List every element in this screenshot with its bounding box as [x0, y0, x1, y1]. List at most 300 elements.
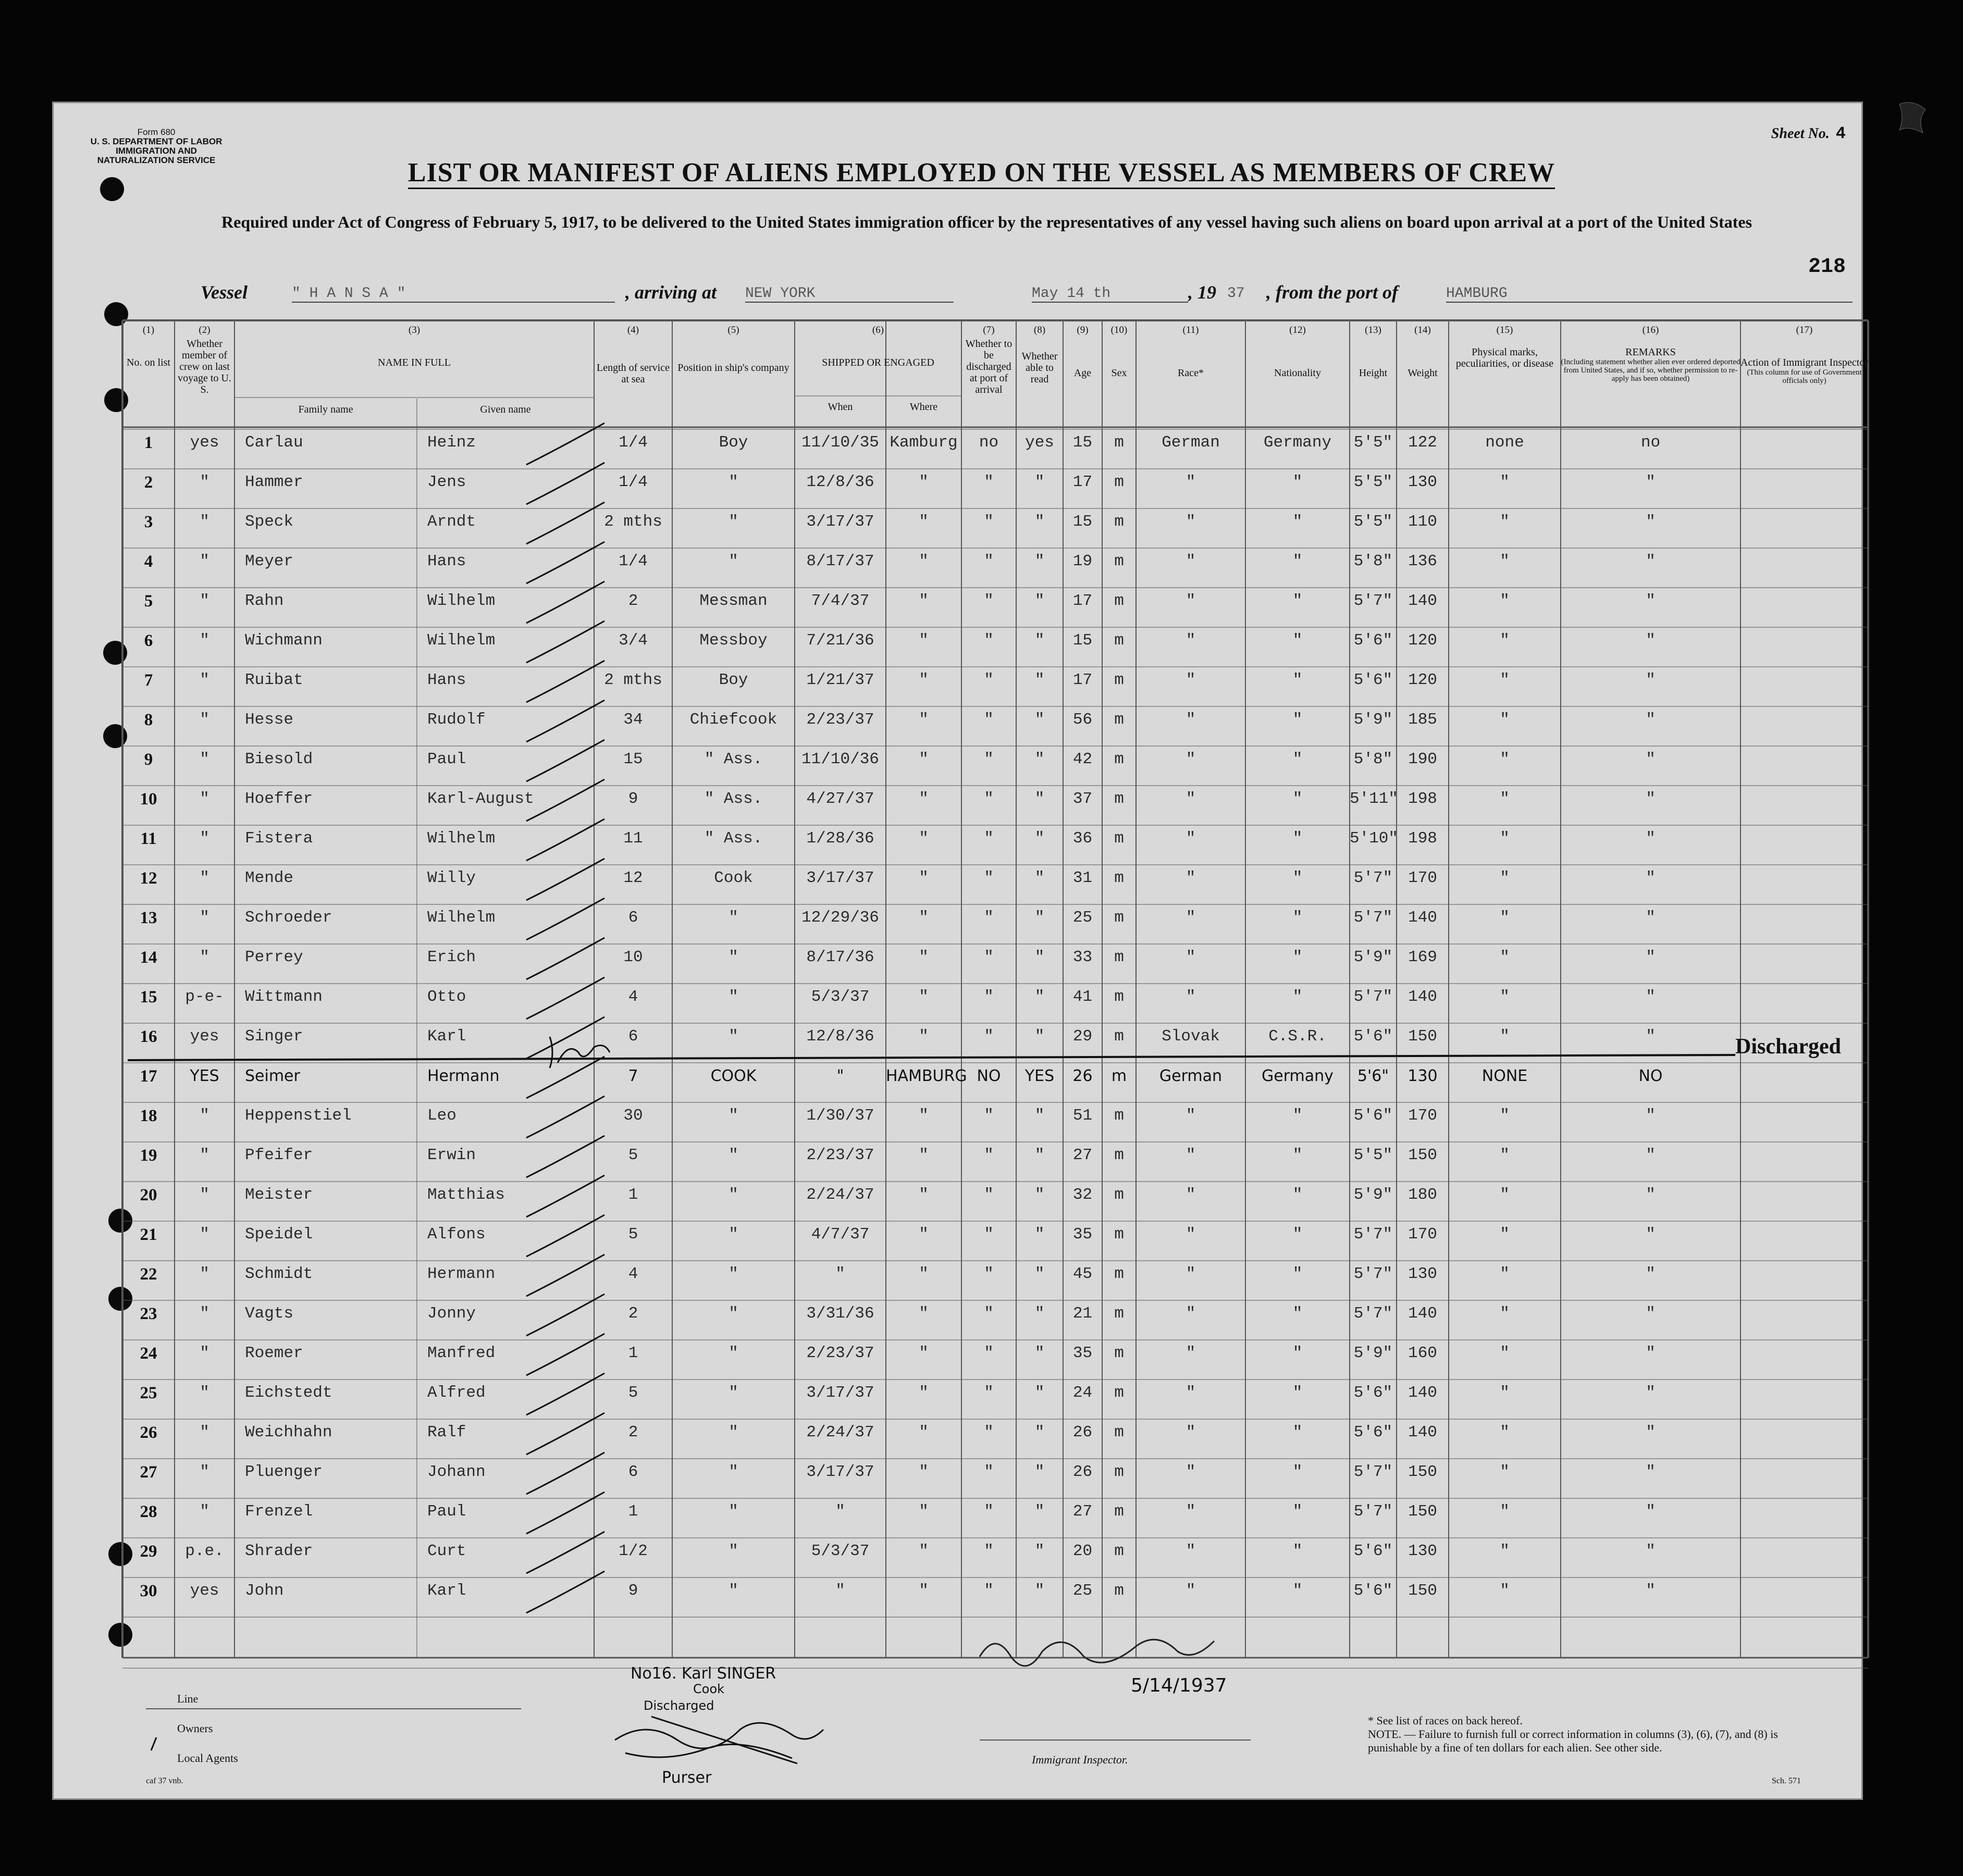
- cell-height: 5'7": [1353, 1265, 1393, 1283]
- cell-race: ": [1186, 1384, 1196, 1402]
- from-port-label: , from the port of: [1266, 282, 1399, 303]
- cell-family-name: Schroeder: [245, 909, 332, 927]
- cell-marks: ": [1500, 592, 1510, 610]
- check-mark: [526, 898, 604, 940]
- cell-when: 7/21/36: [806, 631, 874, 650]
- cell-read: ": [1034, 1027, 1045, 1046]
- cell-race: Slovak: [1162, 1027, 1220, 1046]
- cell-nationality: ": [1292, 1502, 1303, 1521]
- cell-family-name: Frenzel: [245, 1502, 313, 1521]
- cell-discharge: ": [984, 948, 994, 966]
- cell-given-name: Heinz: [427, 433, 476, 452]
- cell-prev-voyage: ": [200, 1502, 209, 1521]
- cell-prev-voyage: ": [200, 711, 209, 729]
- cell-position: ": [729, 1186, 738, 1204]
- row-number: 26: [140, 1423, 157, 1442]
- cell-where: ": [919, 948, 929, 966]
- cell-race: ": [1186, 1463, 1196, 1481]
- cell-service: 11: [623, 829, 643, 848]
- cell-marks: ": [1500, 1502, 1510, 1521]
- cell-family-name: John: [245, 1582, 284, 1600]
- cell-given-name: Jens: [427, 473, 466, 491]
- cell-given-name: Wilhelm: [427, 909, 496, 927]
- cell-nationality: ": [1292, 592, 1303, 610]
- column-number: (6): [872, 325, 884, 336]
- cell-family-name: Heppenstiel: [245, 1107, 352, 1125]
- cell-position: ": [729, 948, 738, 966]
- column-label: Race*: [1178, 367, 1204, 379]
- cell-race: ": [1186, 592, 1196, 610]
- cell-where: ": [919, 1225, 929, 1244]
- check-mark: [526, 700, 604, 742]
- cell-read: ": [1034, 1107, 1045, 1125]
- cell-age: 27: [1072, 1502, 1093, 1521]
- cell-family-name: Roemer: [245, 1344, 303, 1362]
- cell-marks: ": [1500, 1304, 1510, 1323]
- column-number: (3): [408, 325, 421, 336]
- cell-weight: 130: [1408, 1067, 1438, 1085]
- column-number: (1): [142, 325, 155, 336]
- column-number: (10): [1110, 325, 1128, 336]
- vessel-name: " H A N S A ": [292, 285, 615, 303]
- cell-position: Boy: [719, 671, 748, 689]
- cell-height: 5'7": [1353, 988, 1393, 1006]
- cell-age: 15: [1072, 513, 1093, 531]
- cell-marks: ": [1500, 473, 1510, 491]
- column-label: No. on list: [127, 357, 170, 368]
- column-label: Position in ship's company: [677, 362, 789, 374]
- cell-nationality: ": [1292, 1146, 1303, 1164]
- cell-where: ": [919, 790, 929, 808]
- row-number: 7: [144, 671, 153, 690]
- cell-discharge: ": [984, 1463, 994, 1481]
- cell-weight: 198: [1408, 829, 1437, 848]
- cell-when: 12/8/36: [806, 473, 874, 491]
- cell-marks: ": [1500, 552, 1510, 570]
- row-number: 27: [140, 1463, 157, 1482]
- cell-remarks: ": [1646, 1384, 1656, 1402]
- cell-position: ": [729, 1463, 738, 1481]
- cell-service: 9: [628, 1582, 638, 1600]
- cell-read: ": [1034, 790, 1045, 808]
- cell-race: ": [1186, 552, 1196, 570]
- cell-discharge: ": [984, 790, 994, 808]
- cell-given-name: Wilhelm: [427, 829, 496, 848]
- cell-remarks: ": [1646, 1423, 1656, 1442]
- cell-when: 2/23/37: [806, 1146, 874, 1164]
- cell-weight: 160: [1408, 1344, 1437, 1362]
- cell-sex: m: [1114, 473, 1124, 491]
- cell-service: 2: [628, 1304, 638, 1323]
- cell-service: 6: [628, 1027, 638, 1046]
- cell-where: ": [919, 1107, 929, 1125]
- cell-age: 26: [1072, 1067, 1093, 1085]
- column-label: Physical marks, peculiarities, or disease: [1455, 346, 1554, 369]
- cell-given-name: Paul: [427, 1502, 466, 1521]
- cell-marks: ": [1500, 1225, 1510, 1244]
- cell-when: 7/4/37: [811, 592, 870, 610]
- cell-position: ": [729, 988, 738, 1006]
- cell-position: " Ass.: [704, 750, 763, 768]
- cell-position: Messboy: [699, 631, 768, 650]
- cell-family-name: Speck: [245, 513, 294, 531]
- cell-remarks: ": [1646, 711, 1656, 729]
- cell-when: ": [835, 1582, 845, 1600]
- cell-read: ": [1034, 750, 1045, 768]
- cell-position: ": [729, 1502, 738, 1521]
- cell-height: 5'7": [1353, 1304, 1393, 1323]
- cell-where: ": [919, 1384, 929, 1402]
- cell-remarks: ": [1646, 671, 1656, 689]
- cell-read: ": [1034, 1502, 1045, 1521]
- arrival-port: NEW YORK: [745, 285, 954, 303]
- cell-prev-voyage: ": [200, 1344, 209, 1362]
- column-label: Weight: [1408, 367, 1438, 379]
- cell-position: Messman: [699, 592, 768, 610]
- cell-height: 5'10": [1350, 829, 1399, 848]
- cell-nationality: ": [1292, 1384, 1303, 1402]
- cell-given-name: Hans: [427, 671, 466, 689]
- handwritten-note: No16. Karl SINGER: [631, 1664, 776, 1683]
- cell-nationality: ": [1292, 1423, 1303, 1442]
- cell-service: 2: [628, 592, 638, 610]
- row-number: 3: [144, 513, 153, 531]
- department-name: U. S. DEPARTMENT OF LABOR: [90, 136, 223, 146]
- cell-when: 3/17/37: [806, 513, 874, 531]
- check-mark: [526, 1215, 604, 1257]
- strike-line: [128, 1055, 1735, 1060]
- cell-when: 5/3/37: [811, 988, 870, 1006]
- cell-marks: ": [1500, 513, 1510, 531]
- cell-marks: ": [1500, 1344, 1510, 1362]
- cell-given-name: Rudolf: [427, 711, 486, 729]
- cell-remarks: ": [1646, 869, 1656, 887]
- cell-when: 8/17/36: [806, 948, 874, 966]
- cell-marks: ": [1500, 1146, 1510, 1164]
- cell-given-name: Manfred: [427, 1344, 496, 1362]
- cell-family-name: Wichmann: [245, 631, 323, 650]
- cell-given-name: Karl: [427, 1582, 466, 1600]
- cell-family-name: Singer: [245, 1027, 303, 1046]
- column-number: (9): [1077, 325, 1089, 336]
- cell-race: ": [1186, 671, 1196, 689]
- cell-read: ": [1034, 1384, 1045, 1402]
- cell-nationality: C.S.R.: [1268, 1027, 1327, 1046]
- check-mark: [526, 1096, 604, 1138]
- cell-prev-voyage: ": [200, 1265, 209, 1283]
- cell-remarks: ": [1646, 552, 1656, 570]
- cell-weight: 140: [1408, 1423, 1437, 1442]
- cell-prev-voyage: ": [200, 869, 209, 887]
- cell-service: 9: [628, 790, 638, 808]
- cell-marks: ": [1500, 790, 1510, 808]
- cell-race: ": [1186, 1542, 1196, 1560]
- cell-position: ": [729, 1542, 738, 1560]
- cell-weight: 140: [1408, 1384, 1437, 1402]
- cell-read: ": [1034, 1542, 1045, 1560]
- cell-read: ": [1034, 473, 1045, 491]
- cell-remarks: ": [1646, 1027, 1656, 1046]
- cell-weight: 130: [1408, 473, 1437, 491]
- cell-marks: ": [1500, 631, 1510, 650]
- cell-weight: 130: [1408, 1265, 1437, 1283]
- cell-sex: m: [1114, 631, 1124, 650]
- check-mark: [526, 1492, 604, 1534]
- header-where: Where: [909, 401, 938, 413]
- cell-service: 6: [628, 1463, 638, 1481]
- cell-weight: 170: [1408, 1225, 1437, 1244]
- cell-discharge: ": [984, 1146, 994, 1164]
- cell-read: ": [1034, 1146, 1045, 1164]
- cell-when: 8/17/37: [806, 552, 874, 570]
- row-number: 2: [144, 473, 153, 492]
- cell-where: ": [919, 552, 929, 570]
- cell-race: ": [1186, 829, 1196, 848]
- cell-race: ": [1186, 1582, 1196, 1600]
- cell-prev-voyage: ": [200, 790, 209, 808]
- row-number: 21: [140, 1225, 157, 1244]
- cell-prev-voyage: ": [200, 909, 209, 927]
- cell-age: 27: [1072, 1146, 1093, 1164]
- cell-when: ": [835, 1502, 845, 1521]
- cell-when: 3/31/36: [806, 1304, 874, 1323]
- cell-where: ": [919, 711, 929, 729]
- check-mark: [526, 1532, 604, 1573]
- check-mark: [526, 502, 604, 544]
- cell-position: ": [729, 1423, 738, 1442]
- stamp-number: 218: [1808, 255, 1846, 279]
- cell-prev-voyage: p-e-: [185, 988, 224, 1006]
- cell-marks: ": [1500, 1423, 1510, 1442]
- cell-marks: ": [1500, 988, 1510, 1006]
- cell-discharge: ": [984, 1542, 994, 1560]
- check-mark: [526, 819, 604, 861]
- cell-height: 5'6": [1353, 1107, 1393, 1125]
- cell-discharge: ": [984, 1423, 994, 1442]
- cell-given-name: Karl-August: [427, 790, 534, 808]
- cell-family-name: Biesold: [245, 750, 313, 768]
- cell-sex: m: [1114, 1225, 1124, 1244]
- check-mark: [526, 463, 604, 504]
- owners-label: Owners: [177, 1722, 213, 1735]
- cell-height: 5'9": [1353, 1186, 1393, 1204]
- check-mark: [526, 1452, 604, 1494]
- cell-weight: 140: [1408, 1304, 1437, 1323]
- cell-height: 5'9": [1353, 948, 1393, 966]
- cell-weight: 140: [1408, 909, 1437, 927]
- cell-age: 41: [1072, 988, 1093, 1006]
- check-mark: [526, 1334, 604, 1375]
- cell-sex: m: [1114, 1107, 1124, 1125]
- check-mark: [526, 977, 604, 1019]
- cell-height: 5'5": [1353, 473, 1393, 491]
- cell-marks: ": [1500, 750, 1510, 768]
- cell-when: 4/7/37: [811, 1225, 870, 1244]
- cell-when: 11/10/35: [801, 433, 879, 452]
- header-given-name: Given name: [480, 404, 531, 415]
- cell-nationality: ": [1292, 631, 1303, 650]
- cell-position: ": [729, 909, 738, 927]
- column-label: Action of Immigrant Inspector: [1740, 357, 1868, 368]
- cell-prev-voyage: ": [200, 513, 209, 531]
- cell-where: ": [919, 1265, 929, 1283]
- cell-read: ": [1034, 671, 1045, 689]
- header-when: When: [828, 401, 853, 413]
- cell-given-name: Matthias: [427, 1186, 505, 1204]
- column-number: (8): [1033, 325, 1046, 336]
- check-mark: [526, 859, 604, 900]
- cell-nationality: ": [1292, 829, 1303, 848]
- cell-given-name: Ralf: [427, 1423, 466, 1442]
- cell-where: ": [919, 1542, 929, 1560]
- column-label: NAME IN FULL: [378, 357, 451, 368]
- cell-when: 2/24/37: [806, 1423, 874, 1442]
- cell-marks: ": [1500, 711, 1510, 729]
- cell-height: 5'6": [1353, 1384, 1393, 1402]
- cell-age: 25: [1072, 909, 1093, 927]
- cell-position: " Ass.: [704, 790, 763, 808]
- cell-height: 5'6": [1353, 1423, 1393, 1442]
- cell-position: ": [729, 1582, 738, 1600]
- cell-remarks: ": [1646, 1463, 1656, 1481]
- cell-age: 26: [1072, 1463, 1093, 1481]
- cell-when: 3/17/37: [806, 1384, 874, 1402]
- cell-sex: m: [1114, 1304, 1124, 1323]
- cell-sex: m: [1114, 1384, 1124, 1402]
- cell-discharge: ": [984, 631, 994, 650]
- cell-prev-voyage: yes: [190, 1027, 219, 1046]
- cell-height: 5'9": [1353, 1344, 1393, 1362]
- cell-read: ": [1034, 869, 1045, 887]
- column-number: (13): [1365, 325, 1381, 336]
- cell-age: 17: [1072, 671, 1093, 689]
- cell-service: 4: [628, 1265, 638, 1283]
- row-number: 19: [140, 1146, 157, 1165]
- cell-discharge: ": [984, 988, 994, 1006]
- cell-service: 2: [628, 1423, 638, 1442]
- cell-position: ": [729, 1225, 738, 1244]
- cell-marks: ": [1500, 671, 1510, 689]
- cell-nationality: ": [1292, 1582, 1303, 1600]
- cell-discharge: ": [984, 1502, 994, 1521]
- cell-height: 5'7": [1353, 869, 1393, 887]
- cell-height: 5'8": [1353, 552, 1393, 570]
- cell-service: 2 mths: [604, 671, 662, 689]
- cell-service: 1/2: [619, 1542, 648, 1560]
- cell-given-name: Hermann: [427, 1265, 496, 1283]
- cell-discharge: ": [984, 1225, 994, 1244]
- cell-age: 32: [1072, 1186, 1093, 1204]
- cell-read: ": [1034, 631, 1045, 650]
- cell-position: COOK: [710, 1067, 757, 1085]
- cell-race: ": [1186, 1225, 1196, 1244]
- cell-age: 17: [1072, 592, 1093, 610]
- cell-service: 1: [628, 1502, 638, 1521]
- cell-race: ": [1186, 790, 1196, 808]
- cell-discharge: ": [984, 1107, 994, 1125]
- cell-family-name: Hesse: [245, 711, 294, 729]
- cell-race: ": [1186, 1304, 1196, 1323]
- form-code: caf 37 vnb.: [146, 1776, 183, 1785]
- cell-marks: ": [1500, 948, 1510, 966]
- cell-given-name: Alfons: [427, 1225, 486, 1244]
- cell-height: 5'5": [1353, 1146, 1393, 1164]
- cell-where: HAMBURG: [886, 1067, 967, 1085]
- cell-remarks: no: [1640, 433, 1661, 452]
- cell-where: ": [919, 1186, 929, 1204]
- cell-remarks: ": [1646, 1582, 1656, 1600]
- row-number: 13: [140, 909, 157, 927]
- cell-age: 19: [1072, 552, 1093, 570]
- schedule-code: Sch. 571: [1772, 1776, 1801, 1785]
- page-subtitle: Required under Act of Congress of February 5, 1917, to be delivered to the United States immigration officer by the representatives of any vessel having such aliens on board upon arrival at a port of the United States: [221, 213, 1752, 231]
- cell-remarks: ": [1646, 1502, 1656, 1521]
- cell-marks: ": [1500, 829, 1510, 848]
- cell-where: ": [919, 1582, 929, 1600]
- cell-nationality: ": [1292, 552, 1303, 570]
- cell-sex: m: [1114, 552, 1124, 570]
- inspector-instructions: (This column for use of Government officials only): [1747, 368, 1862, 385]
- cell-read: ": [1034, 948, 1045, 966]
- cell-height: 5'6": [1353, 1027, 1393, 1046]
- cell-height: 5'8": [1353, 750, 1393, 768]
- cell-age: 42: [1072, 750, 1093, 768]
- cell-nationality: ": [1292, 750, 1303, 768]
- cell-given-name: Curt: [427, 1542, 466, 1560]
- cell-weight: 140: [1408, 988, 1437, 1006]
- cell-where: ": [919, 1146, 929, 1164]
- cell-nationality: ": [1292, 1225, 1303, 1244]
- cell-family-name: Shrader: [245, 1542, 313, 1560]
- cell-nationality: ": [1292, 1107, 1303, 1125]
- cell-age: 33: [1072, 948, 1093, 966]
- check-mark: [526, 621, 604, 663]
- cell-sex: m: [1114, 1344, 1124, 1362]
- row-number: 20: [140, 1186, 157, 1204]
- cell-when: 1/28/36: [806, 829, 874, 848]
- cell-remarks: ": [1646, 750, 1656, 768]
- cell-family-name: Speidel: [245, 1225, 313, 1244]
- cell-nationality: Germany: [1263, 433, 1332, 452]
- cell-discharge: ": [984, 552, 994, 570]
- cell-where: ": [919, 909, 929, 927]
- cell-prev-voyage: ": [200, 1225, 209, 1244]
- cell-remarks: ": [1646, 473, 1656, 491]
- check-mark: [526, 1136, 604, 1177]
- cell-height: 5'6": [1353, 631, 1393, 650]
- cell-given-name: Hermann: [427, 1067, 500, 1085]
- cell-family-name: Ruibat: [245, 671, 303, 689]
- cell-discharge: ": [984, 1304, 994, 1323]
- row-number: 29: [140, 1542, 157, 1561]
- cell-sex: m: [1114, 592, 1124, 610]
- cell-prev-voyage: yes: [190, 1582, 219, 1600]
- cell-given-name: Arndt: [427, 513, 476, 531]
- arriving-label: , arriving at: [625, 282, 717, 303]
- cell-family-name: Pfeifer: [245, 1146, 313, 1164]
- cell-nationality: ": [1292, 869, 1303, 887]
- cell-sex: m: [1114, 711, 1124, 729]
- cell-height: 5'6": [1357, 1067, 1389, 1085]
- cell-when: 1/21/37: [806, 671, 874, 689]
- cell-read: ": [1034, 552, 1045, 570]
- cell-sex: m: [1114, 513, 1124, 531]
- cell-remarks: ": [1646, 1107, 1656, 1125]
- cell-when: 1/30/37: [806, 1107, 874, 1125]
- cell-prev-voyage: ": [200, 1146, 209, 1164]
- cell-marks: ": [1500, 1027, 1510, 1046]
- column-number: (11): [1182, 325, 1199, 336]
